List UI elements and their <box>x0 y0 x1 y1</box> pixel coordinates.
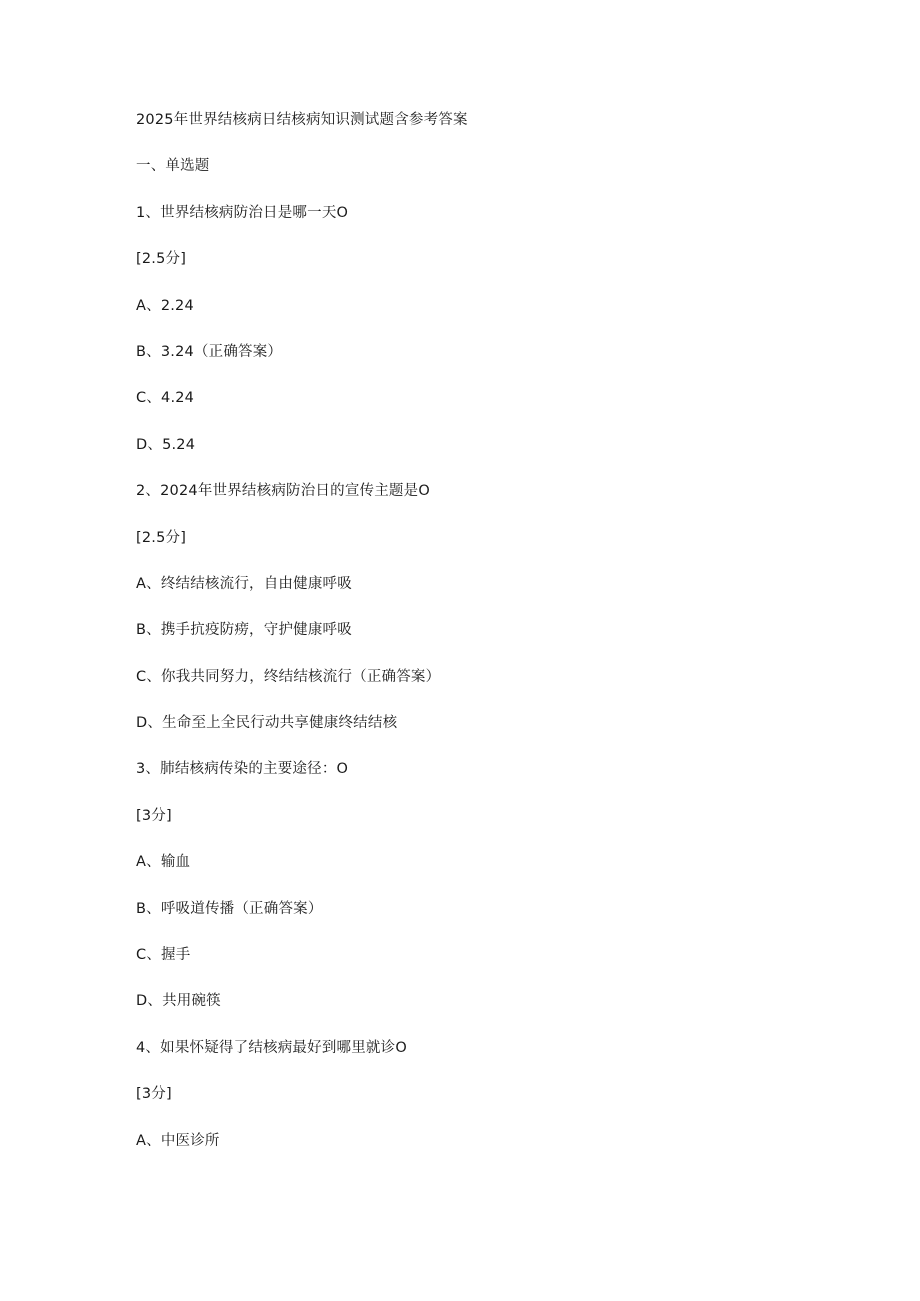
question-1-score: [2.5分] <box>136 251 187 268</box>
question-4-option-a: A、中医诊所 <box>136 1132 220 1149</box>
question-1-option-b: B、3.24（正确答案） <box>136 343 283 360</box>
document-content <box>136 109 836 1176</box>
section-heading: 一、单选题 <box>136 158 210 175</box>
question-2-score: [2.5分] <box>136 529 187 546</box>
question-3-text: 3、肺结核病传染的主要途径：O <box>136 761 349 778</box>
question-1-option-c: C、4.24 <box>136 390 195 407</box>
question-4-text: 4、如果怀疑得了结核病最好到哪里就诊O <box>136 1039 407 1056</box>
question-3-option-b: B、呼吸道传播（正确答案） <box>136 900 323 917</box>
question-2-option-b: B、携手抗疫防痨，守护健康呼吸 <box>136 622 352 639</box>
question-3-score: [3分] <box>136 807 172 824</box>
question-1-option-a: A、2.24 <box>136 297 194 314</box>
question-1-text: 1、世界结核病防治日是哪一天O <box>136 204 349 221</box>
question-3-option-d: D、共用碗筷 <box>136 993 221 1010</box>
document-title: 2025年世界结核病日结核病知识测试题含参考答案 <box>136 112 468 128</box>
question-2-option-d: D、生命至上全民行动共享健康终结结核 <box>136 715 398 732</box>
question-3-option-a: A、输血 <box>136 854 191 871</box>
question-1-option-d: D、5.24 <box>136 436 196 453</box>
question-3-option-c: C、握手 <box>136 947 191 964</box>
question-2-text: 2、2024年世界结核病防治日的宣传主题是O <box>136 483 430 500</box>
question-2-option-a: A、终结结核流行，自由健康呼吸 <box>136 575 352 592</box>
question-2-option-c: C、你我共同努力，终结结核流行（正确答案） <box>136 668 441 685</box>
question-4-score: [3分] <box>136 1086 172 1103</box>
